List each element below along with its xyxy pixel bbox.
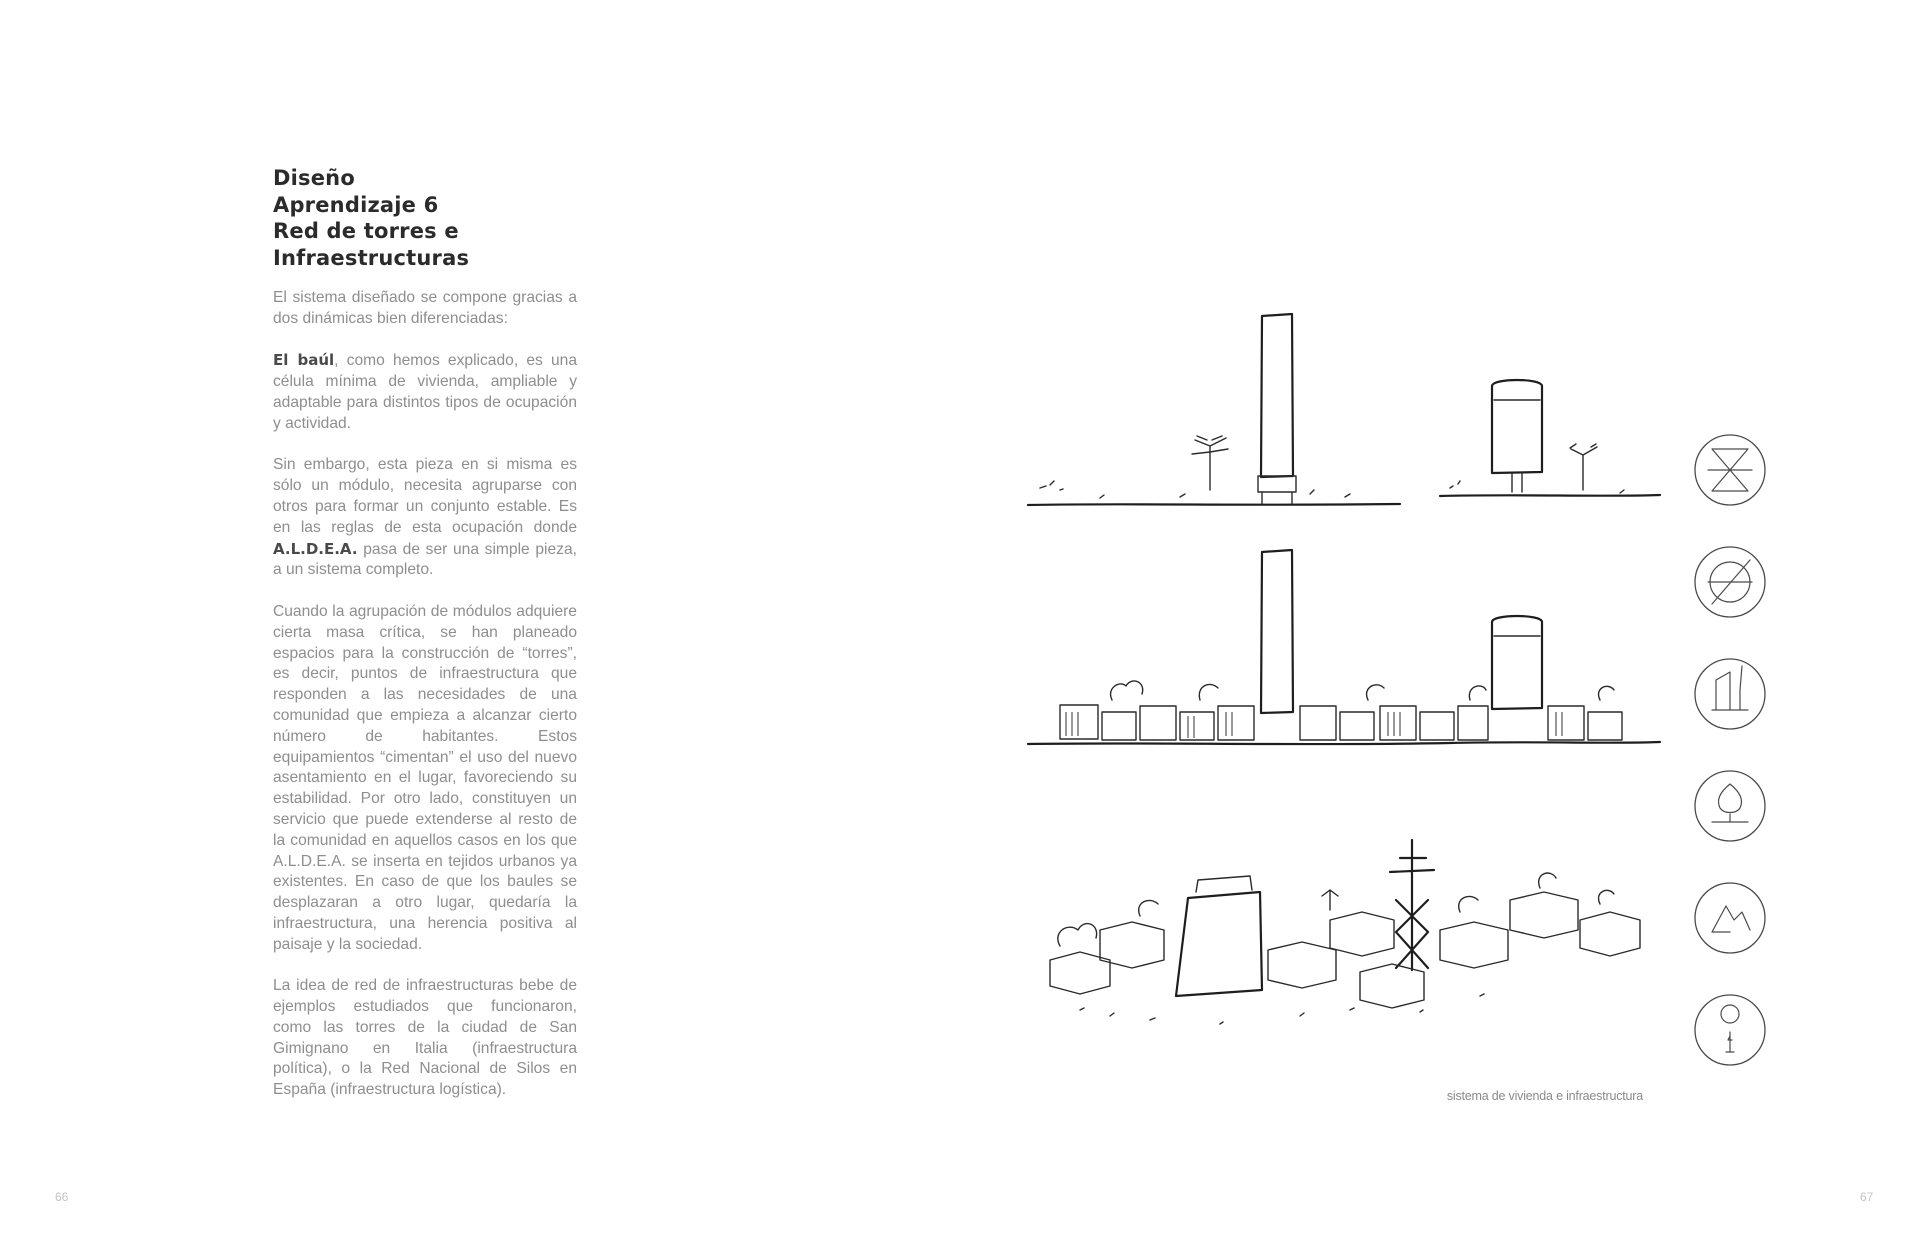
paragraph-torres: Cuando la agrupación de módulos adquiere cierta masa crítica, se han planeado espacios para la construcción de “torres”, es decir, puntos de infraestructura que responden a las necesidades de una comunidad que empieza a alcanzar cierto número de habitantes. Estos equipamientos “cimentan” el uso del nuevo asentamiento en el lugar, favoreciendo su estabilidad. Por otro lado, constituyen un servicio que puede extenderse al resto de la comunidad en aquellos casos en los que A.L.D.E.A. se inserta en tejidos urbanos ya existentes. En caso de que los baules se desplazaran a otro lugar, quedaría la infraestructura, una herencia positiva al paisaje y la sociedad. (273, 602, 577, 953)
paragraph-baul: El baúl, como hemos explicado, es una célula mínima de vivienda, ampliable y adaptable para distintos tipos de ocupación y actividad. (273, 351, 577, 432)
paragraph-red: La idea de red de infraestructuras bebe de ejemplos estudiados que funcionaron, como las torres de la ciudad de San Gimignano en Italia (infraestructura política), o la Red Nacional de Silos en España (infraestructura logística). (273, 977, 577, 1099)
sketch-row-2 (1028, 550, 1660, 744)
hourglass-icon (1695, 435, 1765, 505)
tree-icon (1695, 771, 1765, 841)
mountains-icon (1695, 883, 1765, 953)
title-line: Red de torres e (273, 219, 459, 243)
paragraph-aldea: Sin embargo, esta pieza en si misma es sólo un módulo, necesita agruparse con otros para formar un conjunto estable. Es en las reglas de esta ocupación donde A.L.D.E.A. pasa de ser una simple pieza, a un sistema completo. (273, 456, 577, 579)
page-number-left: 66 (55, 1190, 69, 1204)
bold-term: A.L.D.E.A. (273, 539, 358, 558)
title-line: Infraestructuras (273, 245, 470, 270)
sketch-row-1 (1028, 314, 1660, 505)
person-icon (1695, 995, 1765, 1065)
figure-caption: sistema de vivienda e infraestructura (1446, 1089, 1643, 1103)
title-line: Diseño (273, 166, 355, 190)
building-icon (1695, 659, 1765, 729)
sketch-row-3 (1050, 840, 1640, 1024)
page-number-right: 67 (1860, 1190, 1874, 1204)
title-line: Aprendizaje 6 (273, 192, 439, 217)
paragraph-intro: El sistema diseñado se compone gracias a dos dinámicas bien diferenciadas: (273, 289, 577, 327)
bold-term: El baúl (273, 351, 335, 370)
crossed-circle-icon (1695, 547, 1765, 617)
